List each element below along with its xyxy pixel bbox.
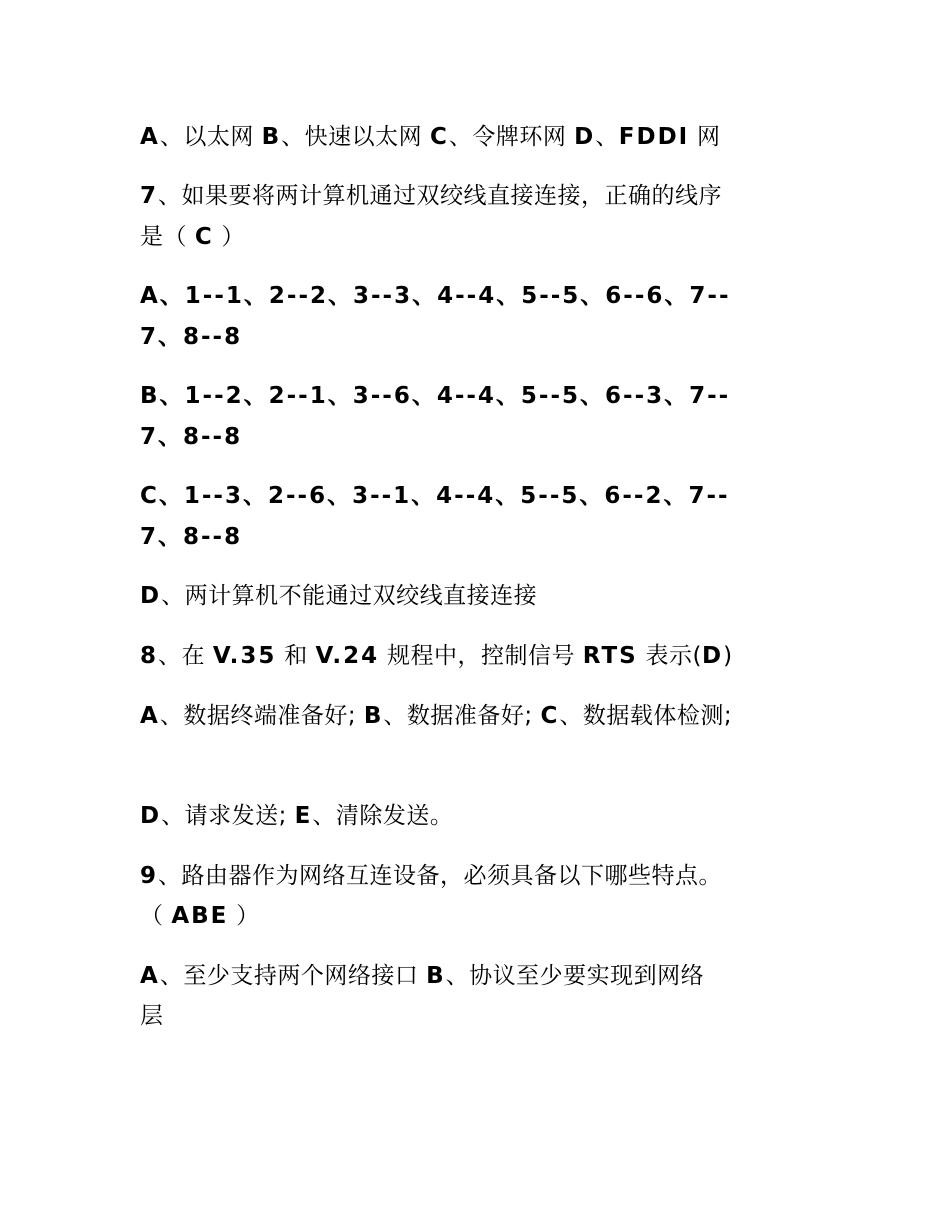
answer: C	[194, 224, 214, 250]
option-letter: B	[363, 703, 384, 729]
option-letter: A	[140, 124, 160, 150]
q9-options-line-2	[140, 996, 164, 1036]
option-term: FDDI	[618, 124, 690, 150]
question-text: ）	[213, 224, 246, 250]
question-text: （	[140, 903, 172, 929]
option-letter: B	[426, 963, 446, 989]
question-text: 表示(	[637, 643, 702, 669]
option-text: 、请求发送;	[161, 803, 295, 829]
q7-option-c-line-1: C、1--3、2--6、3--1、4--4、5--5、6--2、7--	[140, 483, 730, 509]
q6-options-line	[140, 117, 721, 157]
option-text: 、清除发送。	[312, 803, 454, 829]
term: V.24	[315, 643, 380, 669]
option-text: 、两计算机不能通过双绞线直接连接	[161, 583, 538, 609]
option-letter: C	[429, 124, 449, 150]
answer: D	[702, 643, 724, 669]
question-9-line-1	[140, 856, 722, 896]
option-letter: E	[294, 803, 313, 829]
question-number: 7	[140, 183, 159, 209]
question-text: 、路由器作为网络互连设备，必须具备以下哪些特点。	[158, 863, 723, 889]
q7-option-b-line-2: 7、8--8	[140, 424, 243, 450]
question-text: ）	[228, 903, 260, 929]
term: RTS	[582, 643, 638, 669]
q7-option-c-line-2: 7、8--8	[140, 524, 243, 550]
q9-options-line-1	[140, 956, 704, 996]
question-8	[140, 636, 733, 676]
option-text: 、快速以太网	[281, 124, 430, 150]
question-number: 9	[140, 863, 159, 889]
question-7-line-2	[140, 217, 245, 257]
question-text: 规程中，控制信号	[379, 643, 583, 669]
question-text: 和	[276, 643, 316, 669]
question-text: 、如果要将两计算机通过双绞线直接连接，正确的线序	[158, 183, 723, 209]
question-9-line-2	[140, 896, 260, 936]
option-text: 网	[689, 124, 721, 150]
option-letter: D	[574, 124, 596, 150]
option-text: 、令牌环网	[448, 124, 575, 150]
question-number: 8	[140, 643, 159, 669]
q7-option-a-line-2: 7、8--8	[140, 324, 243, 350]
q8-options-line-1	[140, 696, 732, 736]
option-letter: D	[140, 803, 162, 829]
option-letter: B	[261, 124, 282, 150]
option-text: 、至少支持两个网络接口	[159, 963, 427, 989]
option-text: 、数据载体检测;	[559, 703, 733, 729]
option-text: 、以太网	[159, 124, 262, 150]
option-letter: C	[540, 703, 560, 729]
option-text: 、数据准备好;	[383, 703, 541, 729]
q8-options-line-2	[140, 796, 453, 836]
term: V.35	[212, 643, 277, 669]
option-text: 、数据终端准备好;	[159, 703, 364, 729]
option-text: 、协议至少要实现到网络	[445, 963, 705, 989]
q7-option-b-line-1: B、1--2、2--1、3--6、4--4、5--5、6--3、7--	[140, 383, 731, 409]
question-7-line-1	[140, 176, 722, 216]
option-letter: D	[140, 583, 162, 609]
option-letter: A	[140, 963, 160, 989]
option-letter: A	[140, 703, 160, 729]
option-text: 、	[595, 124, 619, 150]
question-text: 是（	[140, 224, 195, 250]
option-text: 层	[140, 1003, 164, 1029]
q7-option-a-line-1: A、1--1、2--2、3--3、4--4、5--5、6--6、7--	[140, 283, 731, 309]
question-text: 、在	[158, 643, 213, 669]
q7-option-d	[140, 576, 537, 616]
answer: ABE	[171, 903, 229, 929]
question-text: )	[723, 643, 733, 669]
